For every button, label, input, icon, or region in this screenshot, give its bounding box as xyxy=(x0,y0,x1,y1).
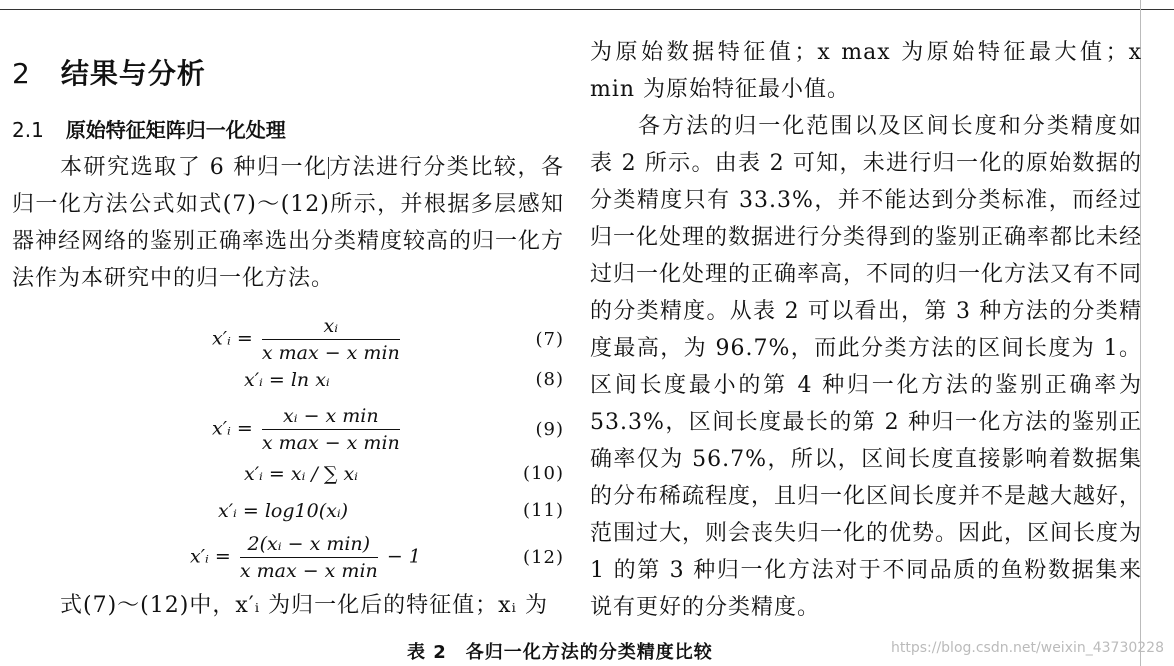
after-equations-text: 式(7)～(12)中，x′ᵢ 为归一化后的特征值；xᵢ 为 xyxy=(60,593,548,618)
eq7-numerator: xᵢ xyxy=(262,315,400,340)
top-rule xyxy=(0,9,1174,10)
section-title: 结果与分析 xyxy=(60,57,206,90)
eq7-lhs: x′ᵢ = xyxy=(212,327,253,350)
equation-7 xyxy=(12,315,564,364)
equation-11 xyxy=(12,500,564,530)
eq9-lhs: x′ᵢ = xyxy=(212,417,253,440)
eq9-numerator: xᵢ − x min xyxy=(262,405,400,430)
eq12-numerator: 2(xᵢ − x min) xyxy=(240,533,378,558)
eq11-number: (11) xyxy=(523,500,564,521)
paragraph-text-a: 本研究选取了 6 种归一化 xyxy=(60,155,328,180)
right-paragraph-continuation: 为原始数据特征值；x max 为原始特征最大值；x min 为原始特征最小值。 xyxy=(590,40,1142,102)
equation-12 xyxy=(12,533,564,583)
eq12-tail: − 1 xyxy=(386,545,421,568)
eq10-number: (10) xyxy=(523,463,564,484)
subsection-number: 2.1 xyxy=(12,118,44,142)
eq8-number: (8) xyxy=(535,369,564,390)
eq10-text: x′ᵢ = xᵢ / ∑ xᵢ xyxy=(244,463,359,485)
section-heading xyxy=(12,52,564,92)
watermark: https://blog.csdn.net/weixin_43730228 xyxy=(890,640,1164,656)
eq11-text: x′ᵢ = log10(xᵢ) xyxy=(218,500,349,522)
eq8-text: x′ᵢ = ln xᵢ xyxy=(244,369,330,391)
eq7-number: (7) xyxy=(535,329,564,350)
intro-paragraph xyxy=(12,149,564,297)
left-column xyxy=(12,44,564,624)
eq12-denominator: x max − x min xyxy=(239,560,378,582)
equation-8 xyxy=(12,369,564,399)
right-paragraph-main: 各方法的归一化范围以及区间长度和分类精度如表 2 所示。由表 2 可知，未进行归一化的原始数据的分类精度只有 33.3%，并不能达到分类标准，而经过归一化处理的数据进行分类得到的鉴别正确率都比未经过归一化处理的正确率高，不同的归一化方法又有不同的分类精度。从表 2 可以看出，第 3 种方法的分类精度最高，为 96.7%，而此分类方法的区间长度为 1。区间长度最小的第 4 种归一化方法的鉴别正确率为 53.3%，区间长度最长的第 2 种归一化方法的鉴别正确率仅为 56.7%，所以，区间长度直接影响着数据集的分布稀疏程度，且归一化区间长度并不是越大越好，范围过大，则会丧失归一化的优势。因此，区间长度为 1 的第 3 种归一化方法对于不同品质的鱼粉数据集来说有更好的分类精度。 xyxy=(590,114,1143,620)
equation-10 xyxy=(12,463,564,493)
eq12-lhs: x′ᵢ = xyxy=(190,545,231,568)
eq7-denominator: x max − x min xyxy=(261,342,400,364)
right-column xyxy=(590,34,1142,626)
eq12-number: (12) xyxy=(523,547,564,568)
equation-block xyxy=(12,307,564,585)
eq9-number: (9) xyxy=(535,419,564,440)
paragraph-text-b: 方法进行分类比较，各归一化方法公式如式(7)～(12)所示，并根据多层感知器神经网络的鉴别正确率选出分类精度较高的归一化方法作为本研究中的归一化方法。 xyxy=(12,155,565,291)
subsection-heading xyxy=(12,114,564,143)
equation-9 xyxy=(12,405,564,455)
eq9-denominator: x max − x min xyxy=(261,432,400,454)
subsection-title: 原始特征矩阵归一化处理 xyxy=(65,118,286,142)
section-number: 2 xyxy=(12,57,31,90)
table-caption: 表 2 各归一化方法的分类精度比较 xyxy=(407,642,713,663)
